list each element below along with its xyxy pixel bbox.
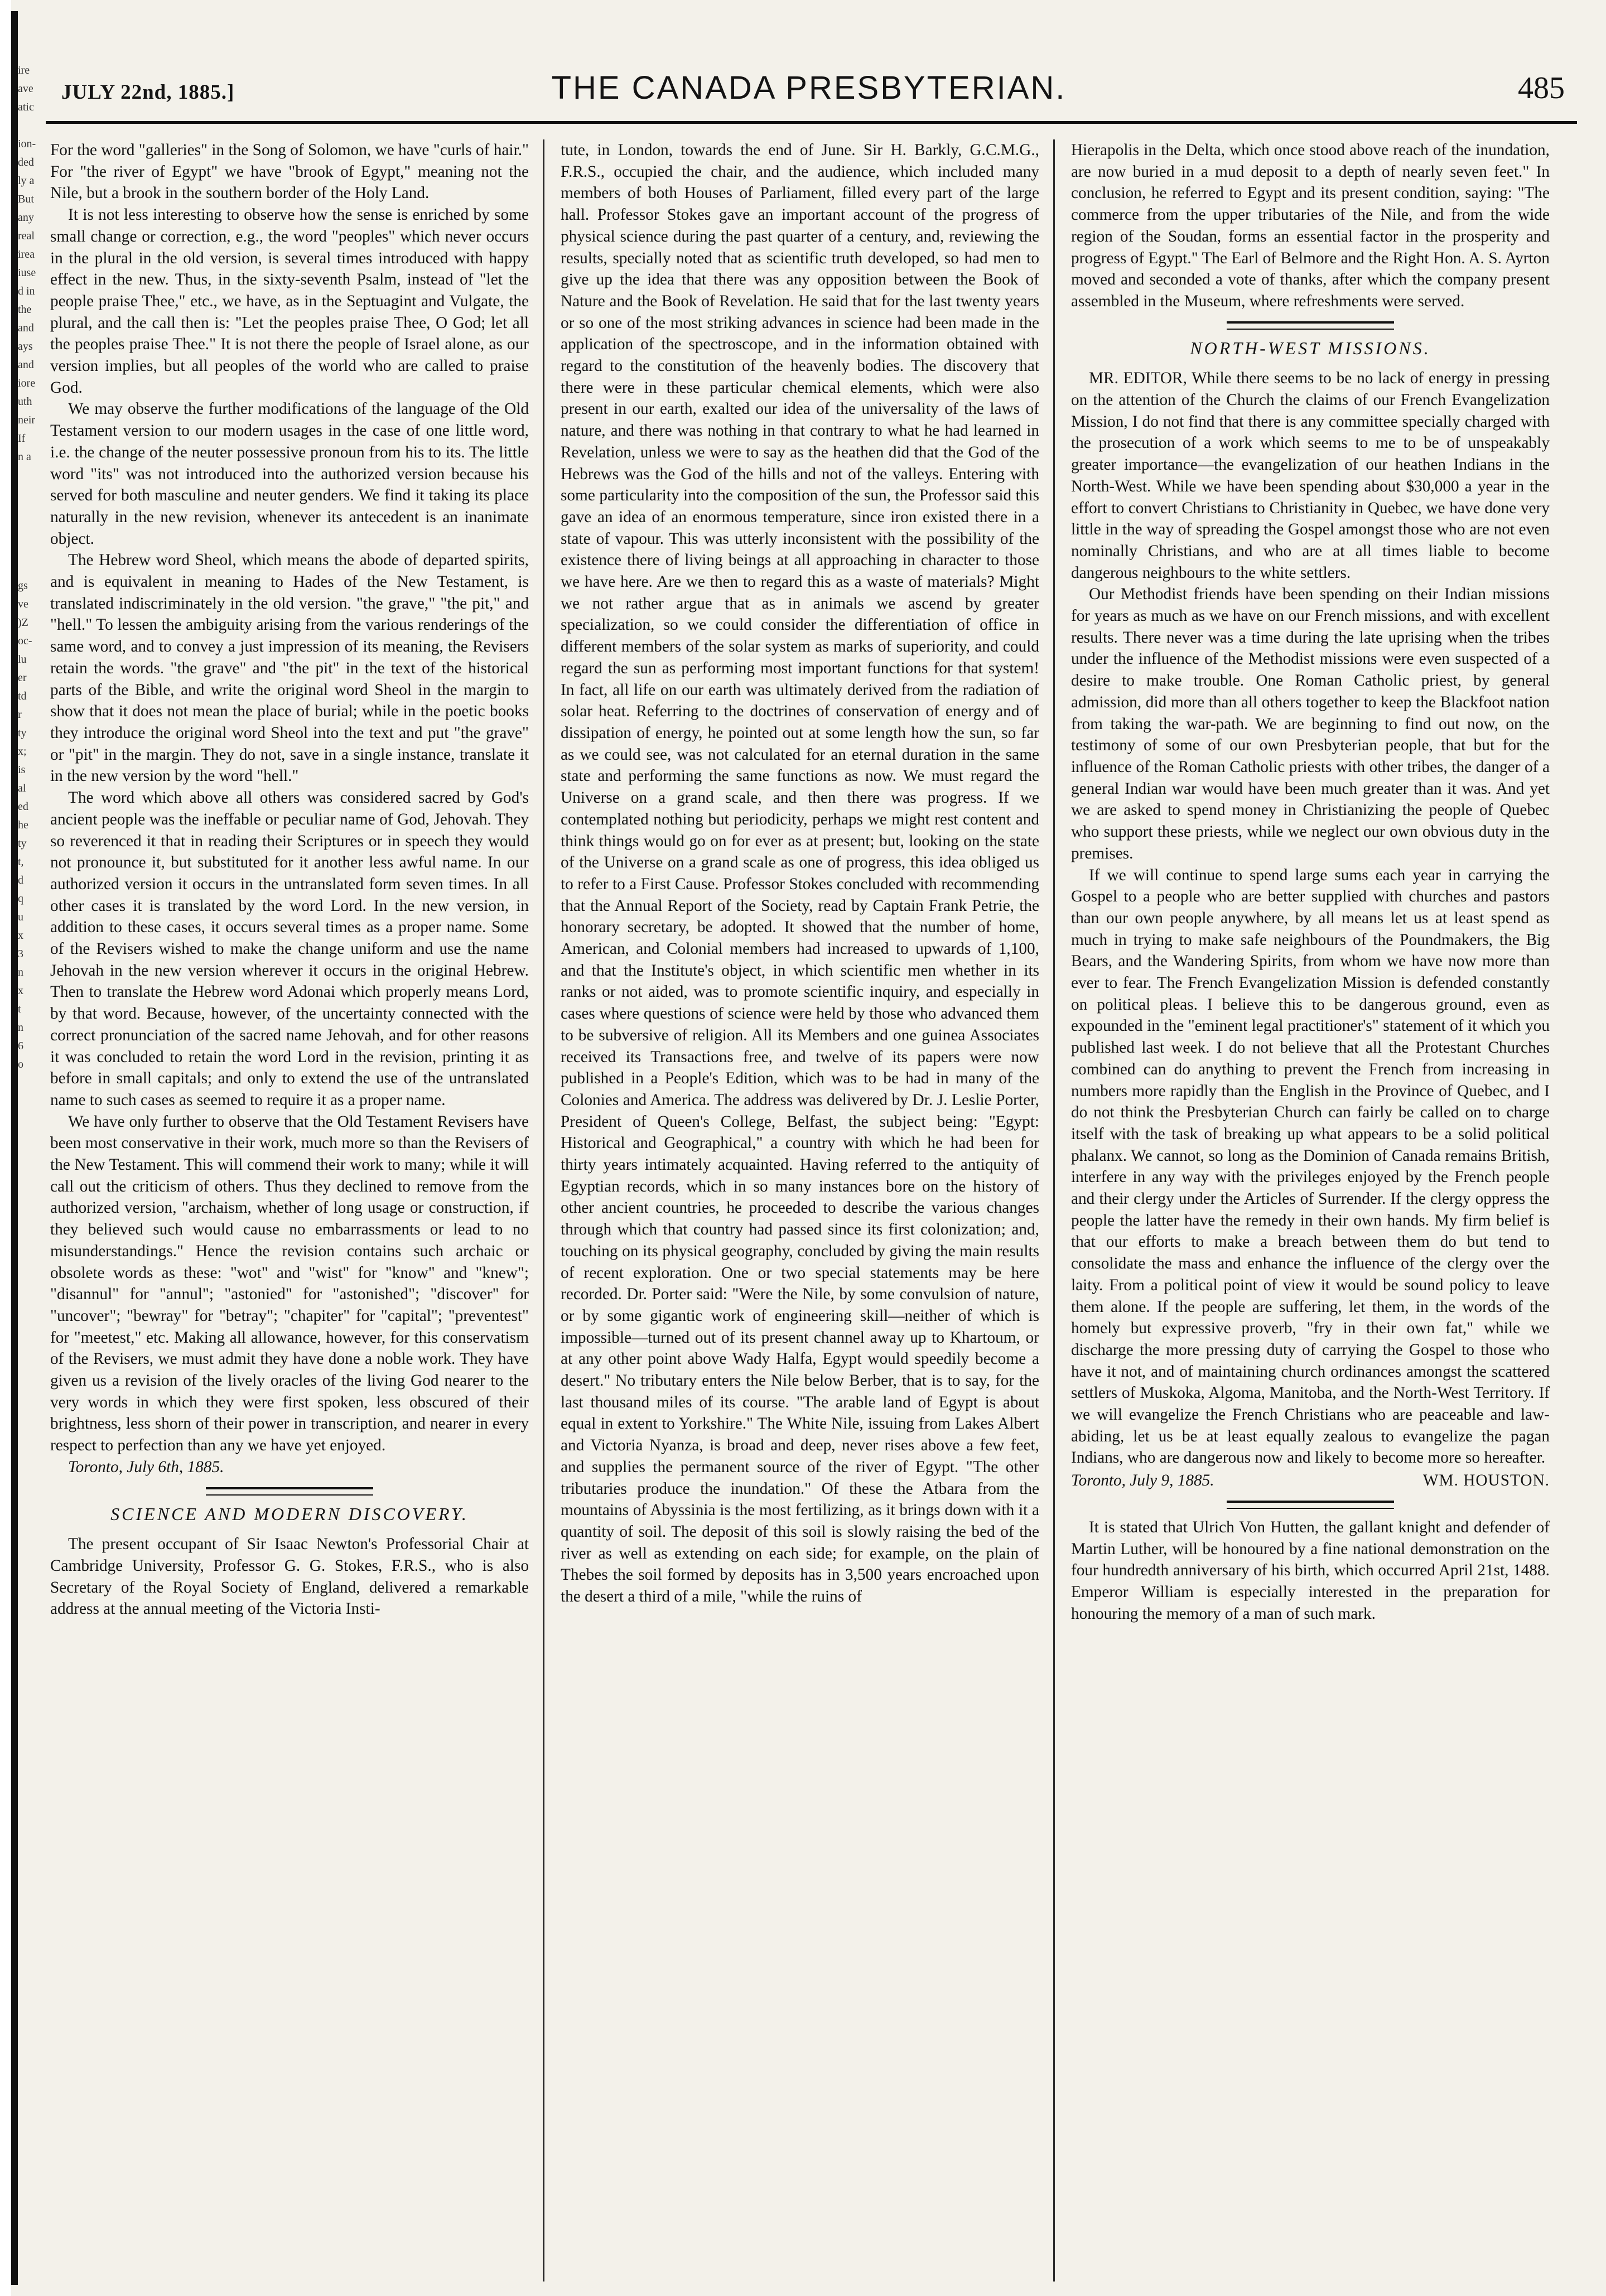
column-rule	[1053, 139, 1055, 2281]
header-rule	[46, 121, 1577, 124]
column-3	[1071, 139, 1550, 2281]
section-separator	[1227, 321, 1394, 330]
dateline: Toronto, July 6th, 1885.	[68, 1458, 224, 1476]
paragraph: If we will continue to spend large sums each year in carrying the Gospel to a people who are better supplied with churches and pastors than our own people anywhere, by all means let us at least spend as much in trying to make safe neighbours of the Poundmakers, the Big Bears, and the Wandering Spirits, from whom we have now more than ever to fear. The French Evangelization Mission is defended constantly on political pleas. I believe this to be dangerous ground, even as expounded in the "eminent legal practitioner's" statement of it which you published last week. I do not believe that all the Protestant Churches combined can do anything to prevent the French from increasing in numbers more rapidly than the English in the Province of Quebec, and I do not think the Presbyterian Church can fairly be called on to charge itself with the task of breaking up what appears to be a solid political phalanx. We cannot, so long as the Dominion of Canada remains British, interfere in any way with the privileges enjoyed by the French people and their clergy under the Articles of Surrender. If the clergy oppress the people the latter have the remedy in their own hands. My firm belief is that our efforts to make a breach between them do but tend to consolidate the mass and enhance the influence of the clergy over the laity. From a political point of view it would be sound policy to leave them alone. If the people are suffering, let them, in the words of the homely but expressive proverb, "fry in their own fat," while we discharge the more pressing duty of carrying the Gospel to those who have it not, and of maintaining church ordinances amongst the scattered settlers of Muskoka, Algoma, Manitoba, and the North-West Territory. If we will evangelize the French Christians who are peaceable and law-abiding, let us be at least equally zealous to evangelize the pagan Indians, who are dangerous now and likely to become more so hereafter.	[1071, 866, 1550, 1467]
binding-rule	[11, 11, 18, 2285]
paragraph: It is not less interesting to observe how the sense is enriched by some small change or correction, e.g., the word "peoples" which never occurs in the plural in the old version, is several times introduced with happy effect in the new. Thus, in the sixty-seventh Psalm, instead of "let the people praise Thee," etc., we have, as in the Septuagint and Vulgate, the plural, and the call then is: "Let the peoples praise Thee, O God; let all the peoples praise Thee." It is not there the people of Israel alone, as our version implies, but all peoples of the world who are called to praise God.	[50, 206, 529, 397]
paragraph: We may observe the further modifications of the language of the Old Testament version to our modern usages in the case of one little word, i.e. the change of the neuter possessive pronoun from his to its. The little word "its" was not introduced into the authorized version because his served for both masculine and neuter genders. We find it taking its place naturally in the new revision, whenever its antecedent is an inanimate object.	[50, 400, 529, 548]
paragraph: MR. EDITOR, While there seems to be no lack of energy in pressing on the attention of the Church the claims of our French Evangelization Mission, I do not find that there is any committee specially charged with the prosecution of a work which seems to me to be of unspeakably greater importance—the evangelization of our heathen Indians in the North-West. While we have been spending about $30,000 a year in the effort to convert Christians to Christianity in Quebec, we have done very little in the way of spreading the Gospel amongst those who are not even nominally Christians, and who are at all times liable to become dangerous neighbours to the white settlers.	[1071, 369, 1550, 582]
paragraph: Our Methodist friends have been spending on their Indian missions for years as much as we have on our French missions, and with excellent results. There never was a time during the late uprising when the tribes under the influence of the Methodist missions were even suspected of a desire to make trouble. One Roman Catholic priest, by general admission, did more than all others together to keep the Blackfoot nation from taking the war-path. We are beginning to find out now, on the testimony of some of our own Presbyterian people, that but for the influence of the Roman Catholic priests with other tribes, the danger of a general Indian war would have been much greater than it was. And yet we are asked to spend money in Christianizing the people of Quebec who support these priests, while we neglect our own obvious duty in the premises.	[1071, 585, 1550, 862]
dateline: Toronto, July 9, 1885.	[1071, 1472, 1214, 1490]
author-name: WM. HOUSTON.	[1422, 1472, 1550, 1490]
section-separator	[1227, 1501, 1394, 1509]
adjacent-page-fragment: ire ave atic ion- ded ly a But any real irea iuse d in the and ays and iore uth neir If n a gs ve )Z oc- lu er td r ty x; is al ed he ty t, d q u x 3 n x t n 6 o	[18, 64, 36, 1070]
section-separator	[206, 1487, 373, 1496]
signature-line	[1071, 1470, 1550, 1492]
paragraph: The Hebrew word Sheol, which means the abode of departed spirits, and is equivalent in meaning to Hades of the New Testament, is translated indiscriminately in the old version. "the grave," "the pit," and "hell." To lessen the ambiguity arising from the various renderings of the same word, and to convey a just impression of its meaning, the Revisers retain the words. "the grave" and "the pit" in the text of the historical parts of the Bible, and write the original word Sheol in the margin to show that it does not mean the place of burial; while in the poetic books they introduce the original word Sheol into the text and put "the grave" or "pit" in the margin. They do not, save in a single instance, translate it in the new version by the word "hell."	[50, 551, 529, 785]
column-rule	[543, 139, 544, 2281]
column-2	[561, 139, 1039, 2281]
article-heading: NORTH-WEST MISSIONS.	[1190, 337, 1431, 358]
paragraph: For the word "galleries" in the Song of Solomon, we have "curls of hair." For "the river of Egypt" we have "brook of Egypt," meaning not the Nile, but a brook in the southern border of the Holy Land.	[50, 141, 529, 202]
article-heading: SCIENCE AND MODERN DISCOVERY.	[110, 1503, 469, 1524]
issue-date: JULY 22nd, 1885.]	[61, 81, 235, 104]
paragraph: Hierapolis in the Delta, which once stood above reach of the inundation, are now buried in a mud deposit to a depth of nearly seven feet." In conclusion, he referred to Egypt and its present condition, saying: "The commerce from the upper tributaries of the Nile, and from the wide region of the Soudan, forms an essential factor in the prosperity and progress of Egypt." The Earl of Belmore and the Right Hon. A. S. Ayrton moved and seconded a vote of thanks, after which the company present assembled in the Museum, where refreshments were served.	[1071, 141, 1550, 310]
paragraph: The word which above all others was considered sacred by God's ancient people was the ineffable or peculiar name of God, Jehovah. They so reverenced it that in reading their Scriptures or in speech they would not pronounce it, but substituted for it another less awful name. In our authorized version it occurs in the untranslated form seven times. In all other cases it is translated by the word Lord. In the new version, in addition to these cases, it occurs several times as a proper name. Some of the Revisers wished to make the change uniform and use the name Jehovah in the new version wherever it occurs in the original Hebrew. Then to translate the Hebrew word Adonai which properly means Lord, by that word. Because, however, of the uncertainty connected with the correct pronunciation of the sacred name Jehovah, and for other reasons it was concluded to retain the word Lord in the revision, printing it as before in small capitals; and only to extend the use of the untranslated name to such cases as seemed to require it as a proper name.	[50, 789, 529, 1109]
page-margin	[0, 0, 11, 2296]
page-header	[45, 66, 1573, 116]
paragraph: It is stated that Ulrich Von Hutten, the gallant knight and defender of Martin Luther, will be honoured by a fine national demonstration on the four hundredth anniversary of his birth, which occurred April 21st, 1488. Emperor William is especially interested in the preparation for honouring the memory of a man of such mark.	[1071, 1518, 1550, 1623]
newspaper-title: THE CANADA PRESBYTERIAN.	[551, 70, 1067, 106]
page-number: 485	[1518, 71, 1565, 105]
paragraph: The present occupant of Sir Isaac Newton's Professorial Chair at Cambridge University, Professor G. G. Stokes, F.R.S., who is also Secretary of the Royal Society of England, delivered a remarkable address at the annual meeting of the Victoria Insti-	[50, 1535, 529, 1618]
paragraph: We have only further to observe that the Old Testament Revisers have been most conservative in their work, much more so than the Revisers of the New Testament. This will commend their work to many; while it will call out the criticism of others. Thus they declined to remove from the authorized version, "archaism, whether of long usage or construction, if they believed such would cause no embarrassments or lead to no misunderstandings." Hence the revision contains such archaic or obsolete words as these: "wot" and "wist" for "know" and "knew"; "disannul" for "annul"; "astonied" for "astonished"; "discover" for "uncover"; "bewray" for "betray"; "chapiter" for "capital"; "preventest" for "meetest," etc. Making all allowance, however, for this conservatism of the Revisers, we must admit they have done a noble work. They have given us a revision of the lively oracles of the living God nearer to the very words in which they were first spoken, less obscured of their brightness, less shorn of their power in transcription, and nearer in every respect to perfection than any we have yet enjoyed.	[50, 1112, 529, 1455]
column-1	[50, 139, 529, 2281]
paragraph: tute, in London, towards the end of June. Sir H. Barkly, G.C.M.G., F.R.S., occupied the chair, and the audience, which included many members of both Houses of Parliament, filled every part of the large hall. Professor Stokes gave an important account of the progress of physical science during the past quarter of a century, and, reviewing the results, specially noted that as scientific truth developed, so had men to give up the idea that there was any opposition between the Book of Nature and the Book of Revelation. He said that for the last twenty years or so one of the most striking advances in science had been made in the application of the spectroscope, and in the information obtained with regard to the constitution of the heavenly bodies. The discovery that there were in these particular chemical elements, which were also present in our earth, exalted our idea of the universality of the laws of nature, and there was nothing in that contrary to what he had learned in Revelation, unless we were to say as the heathen did that the God of the Hebrews was the God of the hills and not of the valleys. Entering with some particularity into the composition of the sun, the Professor said this gave an idea of an enormous temperature, since iron existed there in a state of vapour. This was utterly inconsistent with the possibility of the existence there of living beings at all approaching in character to those we have here. Are we then to regard this as a waste of materials? Might we not rather argue that as in animals we ascend by greater specialization, so we could consider the differentiation of office in different members of the solar system as marks of superiority, and could regard the sun as performing most important functions for that system! In fact, all life on our earth was ultimately derived from the radiation of solar heat. Referring to the doctrines of conservation of energy and of dissipation of energy, he pointed out at some length how the sun, so far as we could see, was not calculated for an eternal duration in the same state and performing the same functions as now. We must regard the Universe on a grand scale, and then there was progress. If we contemplated nothing but periodicity, perhaps we might rest content and think things would go on for ever as at present; but, looking on the state of the Universe on a grand scale as one of progress, this idea obliged us to refer to a First Cause. Professor Stokes concluded with recommending that the Annual Report of the Society, read by Captain Frank Petrie, the honorary secretary, be adopted. It showed that the number of home, American, and Colonial members had increased to upwards of 1,100, and that the Institute's object, in which scientific men whether in its ranks or not aided, was to promote scientific inquiry, and especially in cases where questions of science were held by those who advanced them to be subversive of religion. All its Members and one guinea Associates received its Transactions free, and twelve of its papers were now published in a People's Edition, which was to be had in many of the Colonies and America. The address was delivered by Dr. J. Leslie Porter, President of Queen's College, Belfast, the subject being: "Egypt: Historical and Geographical," a country with which he had been for thirty years intimately acquainted. Having referred to the antiquity of Egyptian records, which in so many instances bore on the history of other ancient countries, he proceeded to describe the various changes through which that country had passed since its first colonization; and, touching on its physical geography, concluded by giving the main results of recent exploration. One or two special statements may be here recorded. Dr. Porter said: "Were the Nile, by some convulsion of nature, or by some gigantic work of engineering skill—neither of which is impossible—turned out of its present channel away up to Khartoum, or at any other point above Wady Halfa, Egypt would speedily become a desert." No tributary enters the Nile below Berber, that is to say, for the last thousand miles of its course. "The arable land of Egypt is about equal in extent to Yorkshire." The White Nile, issuing from Lakes Albert and Victoria Nyanza, is broad and deep, never rises above a few feet, and supplies the permanent source of the river of Egypt. "The other tributaries produce the inundation." Of these the Atbara from the mountains of Abyssinia is the most fertilizing, as it brings down with it a quantity of soil. The deposit of this soil is slowly raising the bed of the river as well as extending on each side; for example, on the plain of Thebes the soil formed by deposits has in 3,500 years encroached upon the desert a third of a mile, "while the ruins of	[561, 141, 1039, 1606]
